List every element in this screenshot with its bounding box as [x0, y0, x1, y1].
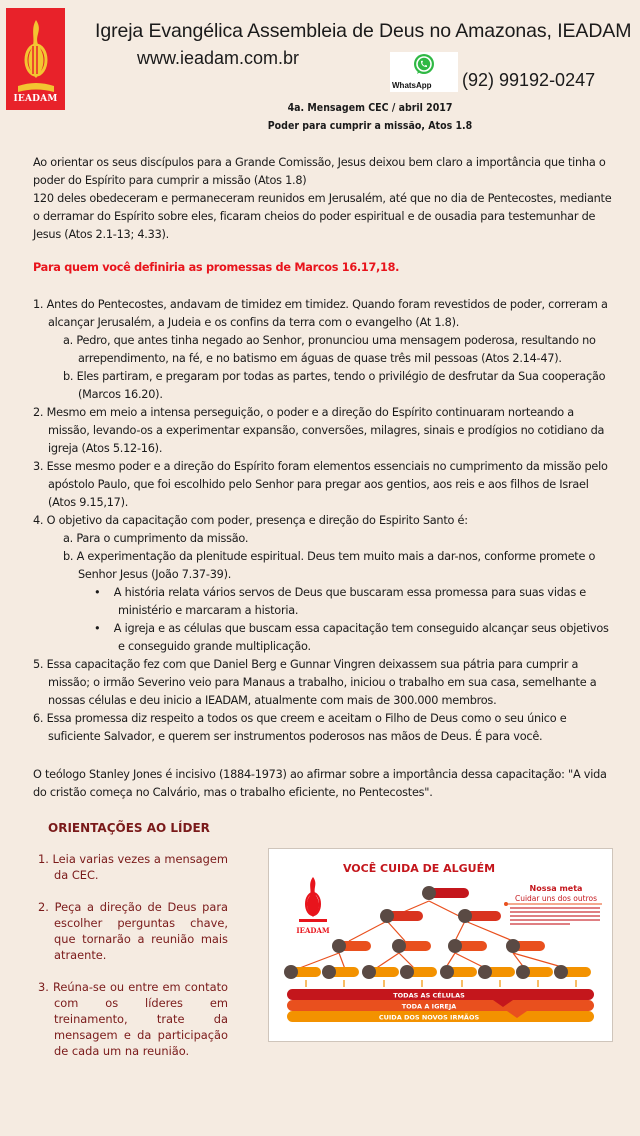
- item-text: Para o cumprimento da missão.: [76, 532, 249, 545]
- message-title-text: Poder para cumprir a missão, Atos 1.8: [267, 120, 473, 132]
- item-text: Essa promessa diz respeito a todos os que creem e aceitam o Filho de Deus como o seu único e suficiente Salvador, e querem ser instrumentos poderosos nas mãos de Deus. É para você.: [46, 712, 567, 743]
- item-marker: b.: [63, 550, 74, 563]
- list-item: [33, 458, 618, 512]
- whatsapp-badge[interactable]: [390, 52, 458, 92]
- item-marker: 1.: [33, 298, 44, 311]
- list-bullet: [63, 620, 618, 656]
- question-heading: Para quem você definiria as promessas de Marcos 16.17,18.: [33, 261, 400, 274]
- goal-description-placeholder: [510, 907, 600, 925]
- list-item: [33, 296, 618, 332]
- message-date: [0, 102, 640, 114]
- intro-paragraph: Ao orientar os seus discípulos para a Grande Comissão, Jesus deixou bem claro a importância que tinha o poder do Espírito para cumprir a missão (Atos 1.8): [33, 156, 606, 187]
- item-marker: 5.: [33, 658, 44, 671]
- item-marker: 6.: [33, 712, 44, 725]
- item-marker: b.: [63, 370, 74, 383]
- item-text: Pedro, que antes tinha negado ao Senhor, pronunciou uma mensagem poderosa, resultando no arrependimento, na fé, e no batismo em águas de quase três mil pessoas (Atos 2.14-47).: [76, 334, 596, 365]
- goal-subtitle: Cuidar uns dos outros: [514, 894, 598, 903]
- band-label: TODA A IGREJA: [401, 1002, 457, 1011]
- website-link[interactable]: www.ieadam.com.br: [137, 48, 300, 68]
- node-level-4: [284, 965, 591, 987]
- item-text: Antes do Pentecostes, andavam de timidez em timidez. Quando foram revestidos de poder, correram a alcançar Jerusalém, a Judeia e os confins da terra com o evangelho (At 1.8).: [46, 298, 608, 329]
- infographic-logo-text: IEADAM: [296, 926, 330, 935]
- main-list: [33, 296, 618, 746]
- item-text: Esse mesmo poder e a direção do Espírito foram elementos essenciais no cumprimento da missão pelo apóstolo Paulo, que foi escolhido pelo Senhor para pregar aos gentios, aos reis e aos filhos de Israel (Atos 9.15,17).: [46, 460, 608, 509]
- item-text: A história relata vários servos de Deus que buscaram essa promessa para suas vidas e ministério e marcaram a historia.: [113, 586, 586, 617]
- quote-paragraph: O teólogo Stanley Jones é incisivo (1884-1973) ao afirmar sobre a importância dessa capacitação: "A vida do cristão começa no Calvário, mas o trabalho eficiente, no Pentecostes".: [33, 768, 607, 799]
- list-bullet: [63, 584, 618, 620]
- message-title: [0, 120, 640, 132]
- band-cuida-dos-novos-irmaos: [287, 1011, 594, 1022]
- band-todas-as-celulas: [287, 989, 594, 1000]
- list-subitem: [48, 332, 618, 368]
- band-label: TODAS AS CÉLULAS: [393, 991, 465, 1000]
- intro-section: [33, 154, 618, 244]
- church-name: Igreja Evangélica Assembleia de Deus no Amazonas, IEADAM: [95, 20, 632, 42]
- intro-paragraph: 120 deles obedeceram e permaneceram reunidos em Jerusalém, até que no dia de Pentecostes, mediante o derramar do Espírito sobre eles, ficaram cheios do poder espiritual e de ousadia para testemunhar de Jesus (Atos 2.1-13; 4.33).: [33, 192, 612, 241]
- list-item: [33, 656, 618, 710]
- band-toda-a-igreja: [287, 1000, 594, 1011]
- node-level-1: [422, 886, 469, 900]
- goal-dot: [504, 902, 508, 906]
- list-subitem: [48, 548, 618, 584]
- item-marker: a.: [63, 532, 74, 545]
- message-date-text: 4a. Mensagem CEC / abril 2017: [287, 102, 453, 114]
- bullet-icon: •: [94, 586, 101, 599]
- infographic-title: VOCÊ CUIDA DE ALGUÉM: [342, 862, 496, 875]
- orientation-item: [38, 979, 228, 1059]
- item-marker: 1.: [38, 852, 49, 866]
- orientation-item: [38, 851, 228, 883]
- infographic-logo: [296, 877, 330, 935]
- item-text: A igreja e as células que buscam essa capacitação tem conseguido alcançar seus objetivos e conseguido grande multiplicação.: [113, 622, 609, 653]
- item-marker: 4.: [33, 514, 44, 527]
- list-subitem: [48, 368, 618, 404]
- item-text: Leia varias vezes a mensagem da CEC.: [52, 852, 228, 882]
- list-item: [33, 512, 618, 530]
- item-text: A experimentação da plenitude espiritual. Deus tem muito mais a dar-nos, conforme promete o Senhor Jesus (João 7.37-39).: [76, 550, 596, 581]
- logo-text: IEADAM: [13, 94, 58, 104]
- care-infographic: [268, 848, 613, 1042]
- whatsapp-icon: [412, 53, 436, 77]
- orientation-item: [38, 899, 228, 963]
- band-label: CUIDA DOS NOVOS IRMÃOS: [378, 1013, 480, 1022]
- item-marker: 2.: [38, 900, 49, 914]
- item-marker: 2.: [33, 406, 44, 419]
- list-item: [33, 710, 618, 746]
- item-text: Eles partiram, e pregaram por todas as partes, tendo o privilégio de desfrutar da Sua cooperação (Marcos 16.20).: [76, 370, 606, 401]
- ieadam-logo: [6, 8, 65, 110]
- goal-title: Nossa meta: [529, 884, 583, 893]
- item-text: Reúna-se ou entre em contato com os líderes em treinamento, trate da mensagem e da participação de cada um na reunião.: [52, 980, 229, 1058]
- item-text: Essa capacitação fez com que Daniel Berg e Gunnar Vingren deixassem sua pátria para cumprir a missão; o irmão Severino veio para Manaus a trabalho, iniciou o trabalho em sua casa, semelhante a nossas células e deu inicio a IEADAM, atualmente com mais de 300.000 membros.: [46, 658, 597, 707]
- bullet-icon: •: [94, 622, 101, 635]
- item-marker: 3.: [38, 980, 49, 994]
- whatsapp-label: WhatsApp: [392, 81, 432, 90]
- list-subitem: [48, 530, 618, 548]
- item-marker: 3.: [33, 460, 44, 473]
- orientations-list: [38, 851, 228, 1075]
- item-text: Peça a direção de Deus para escolher perguntas chave, que tornarão a reunião mais atraente.: [54, 900, 229, 962]
- item-text: O objetivo da capacitação com poder, presença e direção do Espirito Santo é:: [46, 514, 468, 527]
- list-item: [33, 404, 618, 458]
- item-marker: a.: [63, 334, 74, 347]
- node-level-2: [380, 909, 501, 923]
- orientations-title: ORIENTAÇÕES AO LÍDER: [48, 821, 210, 835]
- phone-number: (92) 99192-0247: [462, 70, 596, 90]
- item-text: Mesmo em meio a intensa perseguição, o poder e a direção do Espírito continuaram norteando a missão, levando-os a experimentar expansão, conversões, milagres, sinais e prodígios no cotidiano da igreja (Atos 5.12-16).: [46, 406, 605, 455]
- node-level-3: [332, 939, 545, 953]
- care-pyramid-diagram: [269, 849, 612, 1041]
